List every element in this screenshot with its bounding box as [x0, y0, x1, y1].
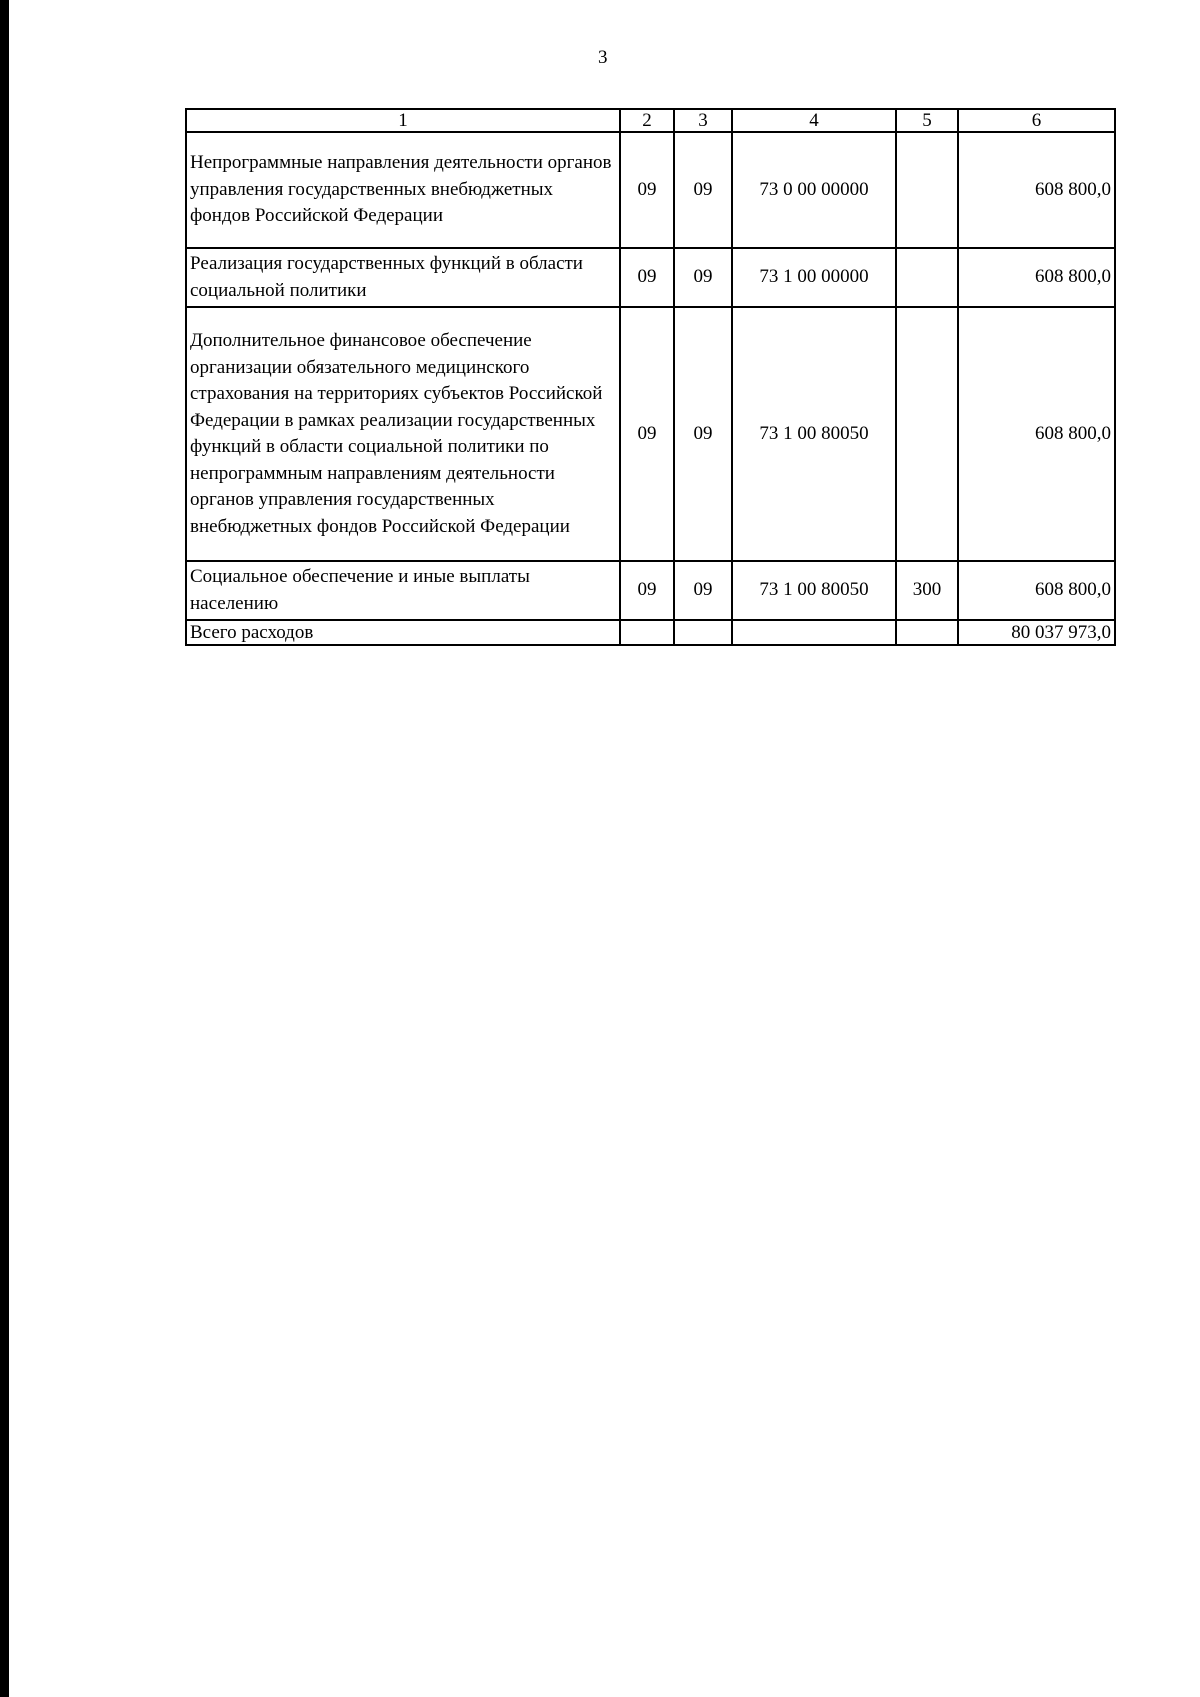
table-header-row	[186, 109, 1115, 132]
column-header: 4	[732, 109, 896, 132]
page-number: 3	[598, 47, 608, 68]
empty-cell	[896, 620, 958, 645]
target-article-code: 73 1 00 80050	[732, 561, 896, 620]
item-name: Реализация государственных функций в области социальной политики	[186, 248, 620, 307]
section-code: 09	[620, 248, 674, 307]
item-name: Дополнительное финансовое обеспечение организации обязательного медицинского страхования на территориях субъектов Российской Федерации в рамках реализации государственных функций в области социальной политики по непрограммным направлениям деятельности органов управления государственных внебюджетных фондов Российской Федерации	[186, 307, 620, 561]
column-header: 1	[186, 109, 620, 132]
item-name: Социальное обеспечение и иные выплаты населению	[186, 561, 620, 620]
subsection-code: 09	[674, 561, 732, 620]
expense-type-code	[896, 248, 958, 307]
subsection-code: 09	[674, 132, 732, 248]
target-article-code: 73 1 00 80050	[732, 307, 896, 561]
scan-edge-border	[0, 0, 9, 1697]
expenditure-table	[185, 108, 1116, 646]
subsection-code: 09	[674, 307, 732, 561]
column-header: 6	[958, 109, 1115, 132]
amount: 608 800,0	[958, 307, 1115, 561]
empty-cell	[674, 620, 732, 645]
expense-type-code	[896, 132, 958, 248]
total-row	[186, 620, 1115, 645]
table-row	[186, 561, 1115, 620]
empty-cell	[732, 620, 896, 645]
target-article-code: 73 1 00 00000	[732, 248, 896, 307]
subsection-code: 09	[674, 248, 732, 307]
table-row	[186, 307, 1115, 561]
total-label: Всего расходов	[186, 620, 620, 645]
empty-cell	[620, 620, 674, 645]
amount: 608 800,0	[958, 132, 1115, 248]
expense-type-code	[896, 307, 958, 561]
amount: 608 800,0	[958, 561, 1115, 620]
table-row	[186, 132, 1115, 248]
section-code: 09	[620, 307, 674, 561]
item-name: Непрограммные направления деятельности органов управления государственных внебюджетных фондов Российской Федерации	[186, 132, 620, 248]
target-article-code: 73 0 00 00000	[732, 132, 896, 248]
total-amount: 80 037 973,0	[958, 620, 1115, 645]
column-header: 2	[620, 109, 674, 132]
column-header: 5	[896, 109, 958, 132]
expense-type-code: 300	[896, 561, 958, 620]
section-code: 09	[620, 561, 674, 620]
table-row	[186, 248, 1115, 307]
section-code: 09	[620, 132, 674, 248]
amount: 608 800,0	[958, 248, 1115, 307]
column-header: 3	[674, 109, 732, 132]
